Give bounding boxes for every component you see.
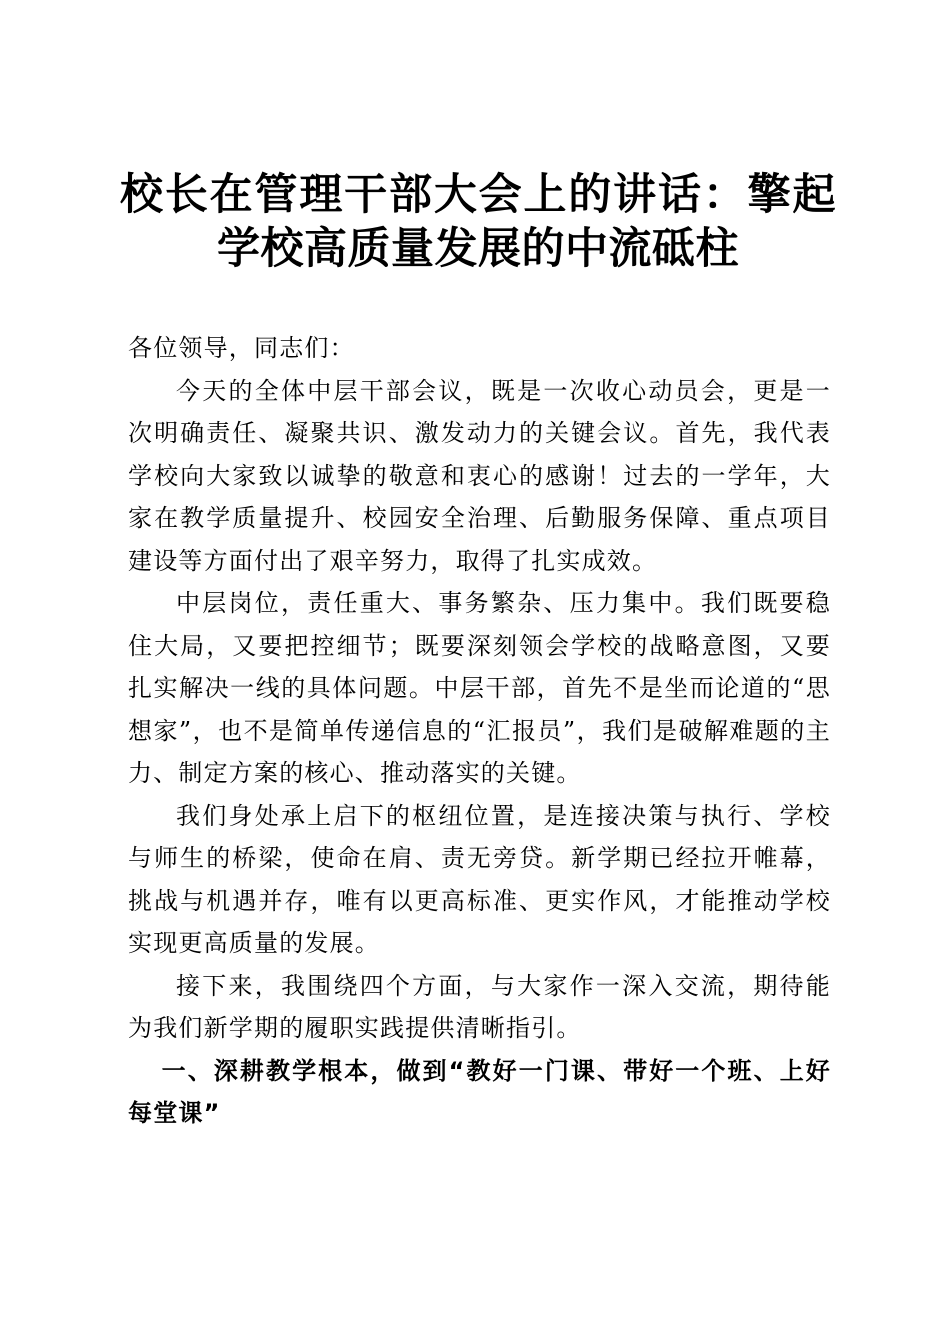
document-title: 校长在管理干部大会上的讲话：擎起学校高质量发展的中流砥柱 <box>120 170 836 274</box>
document-body <box>128 327 831 1135</box>
paragraph-2: 中层岗位，责任重大、事务繁杂、压力集中。我们既要稳住大局，又要把控细节；既要深刻领会学校的战略意图，又要扎实解决一线的具体问题。中层干部，首先不是坐而论道的“思想家”，也不是简单传递信息的“汇报员”，我们是破解难题的主力、制定方案的核心、推动落实的关键。 <box>128 589 831 787</box>
paragraph-1: 今天的全体中层干部会议，既是一次收心动员会，更是一次明确责任、凝聚共识、激发动力的关键会议。首先，我代表学校向大家致以诚挚的敬意和衷心的感谢！过去的一学年，大家在教学质量提升、校园安全治理、后勤服务保障、重点项目建设等方面付出了艰辛努力，取得了扎实成效。 <box>128 376 831 575</box>
section-heading: 一、深耕教学根本，做到“教好一门课、带好一个班、上好每堂课” <box>128 1056 831 1127</box>
paragraph-4: 接下来，我围绕四个方面，与大家作一深入交流，期待能为我们新学期的履职实践提供清晰指引。 <box>128 971 831 1042</box>
salutation: 各位领导，同志们： <box>128 334 355 362</box>
paragraph-3: 我们身处承上启下的枢纽位置，是连接决策与执行、学校与师生的桥梁，使命在肩、责无旁贷。新学期已经拉开帷幕，挑战与机遇并存，唯有以更高标准、更实作风，才能推动学校实现更高质量的发展。 <box>128 801 831 957</box>
